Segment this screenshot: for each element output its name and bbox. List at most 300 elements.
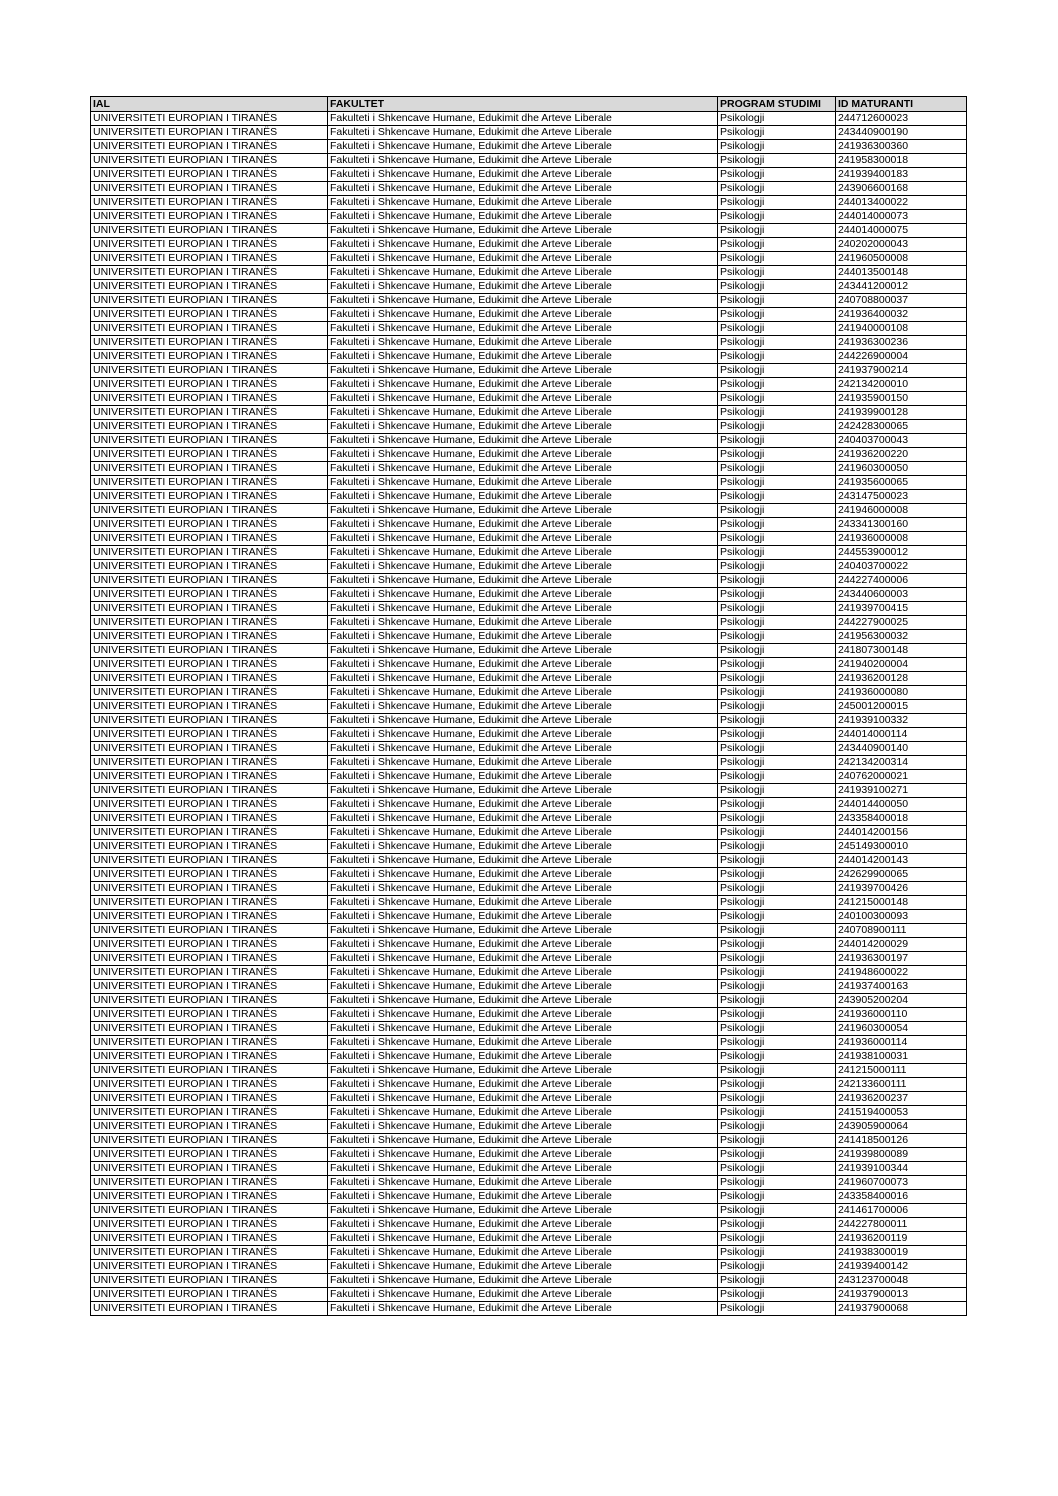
cell-ial: UNIVERSITETI EUROPIAN I TIRANËS — [91, 308, 328, 322]
cell-program: Psikologji — [718, 294, 836, 308]
cell-id-maturanti: 241936200119 — [836, 1232, 967, 1246]
table-row — [91, 154, 967, 168]
cell-program: Psikologji — [718, 938, 836, 952]
table-row — [91, 952, 967, 966]
cell-id-maturanti: 241939900128 — [836, 406, 967, 420]
cell-ial: UNIVERSITETI EUROPIAN I TIRANËS — [91, 210, 328, 224]
cell-ial: UNIVERSITETI EUROPIAN I TIRANËS — [91, 518, 328, 532]
cell-id-maturanti: 244014000075 — [836, 224, 967, 238]
cell-program: Psikologji — [718, 1008, 836, 1022]
cell-ial: UNIVERSITETI EUROPIAN I TIRANËS — [91, 1232, 328, 1246]
cell-program: Psikologji — [718, 1218, 836, 1232]
cell-id-maturanti: 241936200237 — [836, 1092, 967, 1106]
cell-id-maturanti: 244013400022 — [836, 196, 967, 210]
table-row — [91, 1260, 967, 1274]
table-row — [91, 434, 967, 448]
table-row — [91, 308, 967, 322]
cell-id-maturanti: 244014200029 — [836, 938, 967, 952]
cell-id-maturanti: 243440900140 — [836, 742, 967, 756]
cell-fakultet: Fakulteti i Shkencave Humane, Edukimit dhe Arteve Liberale — [328, 868, 718, 882]
cell-ial: UNIVERSITETI EUROPIAN I TIRANËS — [91, 658, 328, 672]
table-row — [91, 770, 967, 784]
table-row — [91, 490, 967, 504]
table-row — [91, 630, 967, 644]
table-row — [91, 112, 967, 126]
table-row — [91, 126, 967, 140]
cell-program: Psikologji — [718, 308, 836, 322]
cell-program: Psikologji — [718, 1302, 836, 1316]
table-row — [91, 1246, 967, 1260]
cell-program: Psikologji — [718, 1260, 836, 1274]
table-row — [91, 672, 967, 686]
cell-program: Psikologji — [718, 1064, 836, 1078]
cell-fakultet: Fakulteti i Shkencave Humane, Edukimit dhe Arteve Liberale — [328, 672, 718, 686]
cell-ial: UNIVERSITETI EUROPIAN I TIRANËS — [91, 1176, 328, 1190]
cell-fakultet: Fakulteti i Shkencave Humane, Edukimit dhe Arteve Liberale — [328, 644, 718, 658]
cell-ial: UNIVERSITETI EUROPIAN I TIRANËS — [91, 714, 328, 728]
header-id-maturanti: ID MATURANTI — [836, 97, 967, 112]
cell-program: Psikologji — [718, 574, 836, 588]
cell-program: Psikologji — [718, 238, 836, 252]
cell-program: Psikologji — [718, 462, 836, 476]
cell-fakultet: Fakulteti i Shkencave Humane, Edukimit dhe Arteve Liberale — [328, 1274, 718, 1288]
cell-ial: UNIVERSITETI EUROPIAN I TIRANËS — [91, 476, 328, 490]
cell-ial: UNIVERSITETI EUROPIAN I TIRANËS — [91, 728, 328, 742]
cell-id-maturanti: 240100300093 — [836, 910, 967, 924]
cell-program: Psikologji — [718, 1190, 836, 1204]
cell-fakultet: Fakulteti i Shkencave Humane, Edukimit dhe Arteve Liberale — [328, 1176, 718, 1190]
table-row — [91, 1204, 967, 1218]
cell-program: Psikologji — [718, 630, 836, 644]
cell-ial: UNIVERSITETI EUROPIAN I TIRANËS — [91, 532, 328, 546]
table-row — [91, 756, 967, 770]
cell-id-maturanti: 243123700048 — [836, 1274, 967, 1288]
table-row — [91, 196, 967, 210]
cell-program: Psikologji — [718, 994, 836, 1008]
cell-program: Psikologji — [718, 1232, 836, 1246]
cell-id-maturanti: 240762000021 — [836, 770, 967, 784]
cell-fakultet: Fakulteti i Shkencave Humane, Edukimit dhe Arteve Liberale — [328, 1148, 718, 1162]
table-row — [91, 1022, 967, 1036]
cell-ial: UNIVERSITETI EUROPIAN I TIRANËS — [91, 756, 328, 770]
cell-ial: UNIVERSITETI EUROPIAN I TIRANËS — [91, 420, 328, 434]
table-row — [91, 812, 967, 826]
cell-ial: UNIVERSITETI EUROPIAN I TIRANËS — [91, 1120, 328, 1134]
cell-id-maturanti: 241939100332 — [836, 714, 967, 728]
cell-program: Psikologji — [718, 966, 836, 980]
cell-program: Psikologji — [718, 798, 836, 812]
cell-ial: UNIVERSITETI EUROPIAN I TIRANËS — [91, 1064, 328, 1078]
cell-fakultet: Fakulteti i Shkencave Humane, Edukimit dhe Arteve Liberale — [328, 1218, 718, 1232]
cell-id-maturanti: 241937900214 — [836, 364, 967, 378]
cell-ial: UNIVERSITETI EUROPIAN I TIRANËS — [91, 294, 328, 308]
cell-ial: UNIVERSITETI EUROPIAN I TIRANËS — [91, 1148, 328, 1162]
cell-id-maturanti: 241948600022 — [836, 966, 967, 980]
table-row — [91, 294, 967, 308]
cell-id-maturanti: 244226900004 — [836, 350, 967, 364]
cell-fakultet: Fakulteti i Shkencave Humane, Edukimit dhe Arteve Liberale — [328, 924, 718, 938]
table-row — [91, 504, 967, 518]
cell-ial: UNIVERSITETI EUROPIAN I TIRANËS — [91, 462, 328, 476]
header-fakultet: FAKULTET — [328, 97, 718, 112]
cell-ial: UNIVERSITETI EUROPIAN I TIRANËS — [91, 952, 328, 966]
table-row — [91, 1148, 967, 1162]
cell-program: Psikologji — [718, 588, 836, 602]
cell-fakultet: Fakulteti i Shkencave Humane, Edukimit dhe Arteve Liberale — [328, 882, 718, 896]
table-row — [91, 168, 967, 182]
table-row — [91, 322, 967, 336]
cell-fakultet: Fakulteti i Shkencave Humane, Edukimit dhe Arteve Liberale — [328, 504, 718, 518]
table-row — [91, 462, 967, 476]
cell-id-maturanti: 241939700415 — [836, 602, 967, 616]
cell-fakultet: Fakulteti i Shkencave Humane, Edukimit dhe Arteve Liberale — [328, 392, 718, 406]
cell-program: Psikologji — [718, 1120, 836, 1134]
cell-ial: UNIVERSITETI EUROPIAN I TIRANËS — [91, 1092, 328, 1106]
cell-id-maturanti: 241938100031 — [836, 1050, 967, 1064]
cell-id-maturanti: 241936300197 — [836, 952, 967, 966]
cell-id-maturanti: 244014200156 — [836, 826, 967, 840]
cell-ial: UNIVERSITETI EUROPIAN I TIRANËS — [91, 364, 328, 378]
cell-fakultet: Fakulteti i Shkencave Humane, Edukimit dhe Arteve Liberale — [328, 700, 718, 714]
cell-fakultet: Fakulteti i Shkencave Humane, Edukimit dhe Arteve Liberale — [328, 336, 718, 350]
cell-program: Psikologji — [718, 182, 836, 196]
cell-fakultet: Fakulteti i Shkencave Humane, Edukimit dhe Arteve Liberale — [328, 1204, 718, 1218]
table-row — [91, 714, 967, 728]
cell-program: Psikologji — [718, 322, 836, 336]
cell-program: Psikologji — [718, 896, 836, 910]
cell-id-maturanti: 245149300010 — [836, 840, 967, 854]
header-ial: IAL — [91, 97, 328, 112]
cell-id-maturanti: 241936400032 — [836, 308, 967, 322]
table-row — [91, 1218, 967, 1232]
cell-ial: UNIVERSITETI EUROPIAN I TIRANËS — [91, 1246, 328, 1260]
cell-program: Psikologji — [718, 266, 836, 280]
table-row — [91, 476, 967, 490]
cell-fakultet: Fakulteti i Shkencave Humane, Edukimit dhe Arteve Liberale — [328, 616, 718, 630]
cell-ial: UNIVERSITETI EUROPIAN I TIRANËS — [91, 1288, 328, 1302]
cell-ial: UNIVERSITETI EUROPIAN I TIRANËS — [91, 1036, 328, 1050]
cell-fakultet: Fakulteti i Shkencave Humane, Edukimit dhe Arteve Liberale — [328, 518, 718, 532]
cell-program: Psikologji — [718, 658, 836, 672]
cell-ial: UNIVERSITETI EUROPIAN I TIRANËS — [91, 392, 328, 406]
cell-ial: UNIVERSITETI EUROPIAN I TIRANËS — [91, 252, 328, 266]
cell-program: Psikologji — [718, 602, 836, 616]
cell-fakultet: Fakulteti i Shkencave Humane, Edukimit dhe Arteve Liberale — [328, 322, 718, 336]
cell-fakultet: Fakulteti i Shkencave Humane, Edukimit dhe Arteve Liberale — [328, 1190, 718, 1204]
cell-program: Psikologji — [718, 1106, 836, 1120]
cell-ial: UNIVERSITETI EUROPIAN I TIRANËS — [91, 140, 328, 154]
cell-ial: UNIVERSITETI EUROPIAN I TIRANËS — [91, 588, 328, 602]
table-row — [91, 1176, 967, 1190]
cell-ial: UNIVERSITETI EUROPIAN I TIRANËS — [91, 490, 328, 504]
table-row — [91, 560, 967, 574]
cell-id-maturanti: 242134200314 — [836, 756, 967, 770]
cell-id-maturanti: 244227800011 — [836, 1218, 967, 1232]
cell-fakultet: Fakulteti i Shkencave Humane, Edukimit dhe Arteve Liberale — [328, 546, 718, 560]
cell-ial: UNIVERSITETI EUROPIAN I TIRANËS — [91, 406, 328, 420]
cell-ial: UNIVERSITETI EUROPIAN I TIRANËS — [91, 854, 328, 868]
cell-fakultet: Fakulteti i Shkencave Humane, Edukimit dhe Arteve Liberale — [328, 826, 718, 840]
cell-ial: UNIVERSITETI EUROPIAN I TIRANËS — [91, 378, 328, 392]
table-row — [91, 1064, 967, 1078]
table-row — [91, 546, 967, 560]
table-row — [91, 378, 967, 392]
cell-fakultet: Fakulteti i Shkencave Humane, Edukimit dhe Arteve Liberale — [328, 574, 718, 588]
cell-fakultet: Fakulteti i Shkencave Humane, Edukimit dhe Arteve Liberale — [328, 168, 718, 182]
table-row — [91, 532, 967, 546]
cell-ial: UNIVERSITETI EUROPIAN I TIRANËS — [91, 924, 328, 938]
table-row — [91, 938, 967, 952]
cell-ial: UNIVERSITETI EUROPIAN I TIRANËS — [91, 112, 328, 126]
cell-fakultet: Fakulteti i Shkencave Humane, Edukimit dhe Arteve Liberale — [328, 798, 718, 812]
cell-fakultet: Fakulteti i Shkencave Humane, Edukimit dhe Arteve Liberale — [328, 686, 718, 700]
table-row — [91, 700, 967, 714]
cell-program: Psikologji — [718, 560, 836, 574]
cell-ial: UNIVERSITETI EUROPIAN I TIRANËS — [91, 1260, 328, 1274]
cell-ial: UNIVERSITETI EUROPIAN I TIRANËS — [91, 616, 328, 630]
table-row — [91, 1078, 967, 1092]
cell-ial: UNIVERSITETI EUROPIAN I TIRANËS — [91, 630, 328, 644]
table-row — [91, 392, 967, 406]
table-row — [91, 728, 967, 742]
cell-id-maturanti: 241807300148 — [836, 644, 967, 658]
cell-program: Psikologji — [718, 742, 836, 756]
cell-ial: UNIVERSITETI EUROPIAN I TIRANËS — [91, 350, 328, 364]
cell-id-maturanti: 242428300065 — [836, 420, 967, 434]
table-row — [91, 420, 967, 434]
cell-fakultet: Fakulteti i Shkencave Humane, Edukimit dhe Arteve Liberale — [328, 910, 718, 924]
cell-fakultet: Fakulteti i Shkencave Humane, Edukimit dhe Arteve Liberale — [328, 938, 718, 952]
cell-ial: UNIVERSITETI EUROPIAN I TIRANËS — [91, 1204, 328, 1218]
cell-id-maturanti: 241939100344 — [836, 1162, 967, 1176]
cell-fakultet: Fakulteti i Shkencave Humane, Edukimit dhe Arteve Liberale — [328, 728, 718, 742]
table-row — [91, 854, 967, 868]
cell-ial: UNIVERSITETI EUROPIAN I TIRANËS — [91, 196, 328, 210]
cell-fakultet: Fakulteti i Shkencave Humane, Edukimit dhe Arteve Liberale — [328, 1008, 718, 1022]
cell-program: Psikologji — [718, 812, 836, 826]
cell-program: Psikologji — [718, 1022, 836, 1036]
table-row — [91, 1162, 967, 1176]
cell-id-maturanti: 242134200010 — [836, 378, 967, 392]
cell-fakultet: Fakulteti i Shkencave Humane, Edukimit dhe Arteve Liberale — [328, 308, 718, 322]
cell-program: Psikologji — [718, 1274, 836, 1288]
cell-program: Psikologji — [718, 126, 836, 140]
cell-id-maturanti: 241418500126 — [836, 1134, 967, 1148]
cell-fakultet: Fakulteti i Shkencave Humane, Edukimit dhe Arteve Liberale — [328, 840, 718, 854]
cell-program: Psikologji — [718, 532, 836, 546]
cell-ial: UNIVERSITETI EUROPIAN I TIRANËS — [91, 126, 328, 140]
cell-fakultet: Fakulteti i Shkencave Humane, Edukimit dhe Arteve Liberale — [328, 532, 718, 546]
cell-id-maturanti: 241936000110 — [836, 1008, 967, 1022]
cell-id-maturanti: 243147500023 — [836, 490, 967, 504]
cell-program: Psikologji — [718, 140, 836, 154]
cell-program: Psikologji — [718, 980, 836, 994]
cell-id-maturanti: 241939400142 — [836, 1260, 967, 1274]
cell-ial: UNIVERSITETI EUROPIAN I TIRANËS — [91, 1050, 328, 1064]
cell-fakultet: Fakulteti i Shkencave Humane, Edukimit dhe Arteve Liberale — [328, 1288, 718, 1302]
cell-program: Psikologji — [718, 364, 836, 378]
cell-program: Psikologji — [718, 392, 836, 406]
cell-id-maturanti: 245001200015 — [836, 700, 967, 714]
table-row — [91, 1288, 967, 1302]
cell-id-maturanti: 241937900013 — [836, 1288, 967, 1302]
cell-fakultet: Fakulteti i Shkencave Humane, Edukimit dhe Arteve Liberale — [328, 238, 718, 252]
table-row — [91, 784, 967, 798]
cell-fakultet: Fakulteti i Shkencave Humane, Edukimit dhe Arteve Liberale — [328, 1078, 718, 1092]
cell-program: Psikologji — [718, 518, 836, 532]
cell-ial: UNIVERSITETI EUROPIAN I TIRANËS — [91, 1218, 328, 1232]
cell-ial: UNIVERSITETI EUROPIAN I TIRANËS — [91, 1302, 328, 1316]
table-row — [91, 224, 967, 238]
cell-id-maturanti: 244014000114 — [836, 728, 967, 742]
cell-fakultet: Fakulteti i Shkencave Humane, Edukimit dhe Arteve Liberale — [328, 588, 718, 602]
cell-program: Psikologji — [718, 476, 836, 490]
cell-program: Psikologji — [718, 728, 836, 742]
table-row — [91, 966, 967, 980]
cell-id-maturanti: 241960300050 — [836, 462, 967, 476]
header-row — [91, 97, 967, 112]
cell-id-maturanti: 241215000148 — [836, 896, 967, 910]
table-row — [91, 686, 967, 700]
cell-ial: UNIVERSITETI EUROPIAN I TIRANËS — [91, 1134, 328, 1148]
cell-program: Psikologji — [718, 1148, 836, 1162]
cell-fakultet: Fakulteti i Shkencave Humane, Edukimit dhe Arteve Liberale — [328, 1064, 718, 1078]
table-row — [91, 1232, 967, 1246]
cell-program: Psikologji — [718, 1036, 836, 1050]
cell-fakultet: Fakulteti i Shkencave Humane, Edukimit dhe Arteve Liberale — [328, 1162, 718, 1176]
cell-fakultet: Fakulteti i Shkencave Humane, Edukimit dhe Arteve Liberale — [328, 196, 718, 210]
table-row — [91, 140, 967, 154]
table-row — [91, 644, 967, 658]
cell-program: Psikologji — [718, 1246, 836, 1260]
cell-ial: UNIVERSITETI EUROPIAN I TIRANËS — [91, 448, 328, 462]
table-row — [91, 1008, 967, 1022]
cell-program: Psikologji — [718, 868, 836, 882]
cell-ial: UNIVERSITETI EUROPIAN I TIRANËS — [91, 1022, 328, 1036]
cell-fakultet: Fakulteti i Shkencave Humane, Edukimit dhe Arteve Liberale — [328, 252, 718, 266]
cell-fakultet: Fakulteti i Shkencave Humane, Edukimit dhe Arteve Liberale — [328, 1302, 718, 1316]
cell-fakultet: Fakulteti i Shkencave Humane, Edukimit dhe Arteve Liberale — [328, 434, 718, 448]
cell-id-maturanti: 241939700426 — [836, 882, 967, 896]
cell-program: Psikologji — [718, 448, 836, 462]
cell-fakultet: Fakulteti i Shkencave Humane, Edukimit dhe Arteve Liberale — [328, 378, 718, 392]
cell-ial: UNIVERSITETI EUROPIAN I TIRANËS — [91, 784, 328, 798]
cell-ial: UNIVERSITETI EUROPIAN I TIRANËS — [91, 336, 328, 350]
table-row — [91, 616, 967, 630]
cell-ial: UNIVERSITETI EUROPIAN I TIRANËS — [91, 168, 328, 182]
cell-ial: UNIVERSITETI EUROPIAN I TIRANËS — [91, 238, 328, 252]
cell-id-maturanti: 241940000108 — [836, 322, 967, 336]
cell-id-maturanti: 240708800037 — [836, 294, 967, 308]
cell-fakultet: Fakulteti i Shkencave Humane, Edukimit dhe Arteve Liberale — [328, 602, 718, 616]
cell-id-maturanti: 244014200143 — [836, 854, 967, 868]
cell-ial: UNIVERSITETI EUROPIAN I TIRANËS — [91, 910, 328, 924]
cell-id-maturanti: 241937400163 — [836, 980, 967, 994]
table-row — [91, 252, 967, 266]
cell-program: Psikologji — [718, 154, 836, 168]
cell-program: Psikologji — [718, 1092, 836, 1106]
cell-fakultet: Fakulteti i Shkencave Humane, Edukimit dhe Arteve Liberale — [328, 630, 718, 644]
cell-fakultet: Fakulteti i Shkencave Humane, Edukimit dhe Arteve Liberale — [328, 182, 718, 196]
cell-id-maturanti: 240403700043 — [836, 434, 967, 448]
table-row — [91, 1050, 967, 1064]
cell-fakultet: Fakulteti i Shkencave Humane, Edukimit dhe Arteve Liberale — [328, 154, 718, 168]
cell-ial: UNIVERSITETI EUROPIAN I TIRANËS — [91, 994, 328, 1008]
cell-program: Psikologji — [718, 1050, 836, 1064]
cell-id-maturanti: 241935600065 — [836, 476, 967, 490]
cell-ial: UNIVERSITETI EUROPIAN I TIRANËS — [91, 966, 328, 980]
cell-id-maturanti: 244013500148 — [836, 266, 967, 280]
cell-fakultet: Fakulteti i Shkencave Humane, Edukimit dhe Arteve Liberale — [328, 350, 718, 364]
cell-ial: UNIVERSITETI EUROPIAN I TIRANËS — [91, 1162, 328, 1176]
cell-id-maturanti: 241215000111 — [836, 1064, 967, 1078]
cell-id-maturanti: 241936200220 — [836, 448, 967, 462]
cell-id-maturanti: 241956300032 — [836, 630, 967, 644]
cell-fakultet: Fakulteti i Shkencave Humane, Edukimit dhe Arteve Liberale — [328, 224, 718, 238]
cell-program: Psikologji — [718, 504, 836, 518]
cell-fakultet: Fakulteti i Shkencave Humane, Edukimit dhe Arteve Liberale — [328, 1120, 718, 1134]
cell-fakultet: Fakulteti i Shkencave Humane, Edukimit dhe Arteve Liberale — [328, 112, 718, 126]
cell-id-maturanti: 244014000073 — [836, 210, 967, 224]
cell-id-maturanti: 241936000114 — [836, 1036, 967, 1050]
cell-id-maturanti: 242629900065 — [836, 868, 967, 882]
table-row — [91, 1274, 967, 1288]
cell-fakultet: Fakulteti i Shkencave Humane, Edukimit dhe Arteve Liberale — [328, 1050, 718, 1064]
table-row — [91, 266, 967, 280]
table-row — [91, 602, 967, 616]
cell-ial: UNIVERSITETI EUROPIAN I TIRANËS — [91, 224, 328, 238]
cell-ial: UNIVERSITETI EUROPIAN I TIRANËS — [91, 812, 328, 826]
cell-fakultet: Fakulteti i Shkencave Humane, Edukimit dhe Arteve Liberale — [328, 462, 718, 476]
cell-program: Psikologji — [718, 210, 836, 224]
cell-ial: UNIVERSITETI EUROPIAN I TIRANËS — [91, 840, 328, 854]
cell-ial: UNIVERSITETI EUROPIAN I TIRANËS — [91, 322, 328, 336]
cell-ial: UNIVERSITETI EUROPIAN I TIRANËS — [91, 1190, 328, 1204]
cell-ial: UNIVERSITETI EUROPIAN I TIRANËS — [91, 602, 328, 616]
cell-program: Psikologji — [718, 672, 836, 686]
cell-ial: UNIVERSITETI EUROPIAN I TIRANËS — [91, 644, 328, 658]
cell-program: Psikologji — [718, 784, 836, 798]
cell-id-maturanti: 241936300360 — [836, 140, 967, 154]
cell-fakultet: Fakulteti i Shkencave Humane, Edukimit dhe Arteve Liberale — [328, 406, 718, 420]
cell-fakultet: Fakulteti i Shkencave Humane, Edukimit dhe Arteve Liberale — [328, 126, 718, 140]
cell-fakultet: Fakulteti i Shkencave Humane, Edukimit dhe Arteve Liberale — [328, 812, 718, 826]
cell-ial: UNIVERSITETI EUROPIAN I TIRANËS — [91, 882, 328, 896]
cell-fakultet: Fakulteti i Shkencave Humane, Edukimit dhe Arteve Liberale — [328, 140, 718, 154]
cell-id-maturanti: 244712600023 — [836, 112, 967, 126]
cell-program: Psikologji — [718, 1134, 836, 1148]
cell-id-maturanti: 243358400018 — [836, 812, 967, 826]
cell-id-maturanti: 241936300236 — [836, 336, 967, 350]
cell-id-maturanti: 243906600168 — [836, 182, 967, 196]
cell-program: Psikologji — [718, 406, 836, 420]
cell-id-maturanti: 241937900068 — [836, 1302, 967, 1316]
cell-fakultet: Fakulteti i Shkencave Humane, Edukimit dhe Arteve Liberale — [328, 756, 718, 770]
table-body — [91, 112, 967, 1316]
cell-id-maturanti: 243358400016 — [836, 1190, 967, 1204]
cell-id-maturanti: 241935900150 — [836, 392, 967, 406]
table-row — [91, 448, 967, 462]
table-row — [91, 1302, 967, 1316]
table-row — [91, 1134, 967, 1148]
cell-id-maturanti: 241938300019 — [836, 1246, 967, 1260]
cell-id-maturanti: 243440900190 — [836, 126, 967, 140]
cell-fakultet: Fakulteti i Shkencave Humane, Edukimit dhe Arteve Liberale — [328, 658, 718, 672]
table-row — [91, 1092, 967, 1106]
cell-id-maturanti: 241939800089 — [836, 1148, 967, 1162]
cell-ial: UNIVERSITETI EUROPIAN I TIRANËS — [91, 1008, 328, 1022]
cell-fakultet: Fakulteti i Shkencave Humane, Edukimit dhe Arteve Liberale — [328, 966, 718, 980]
